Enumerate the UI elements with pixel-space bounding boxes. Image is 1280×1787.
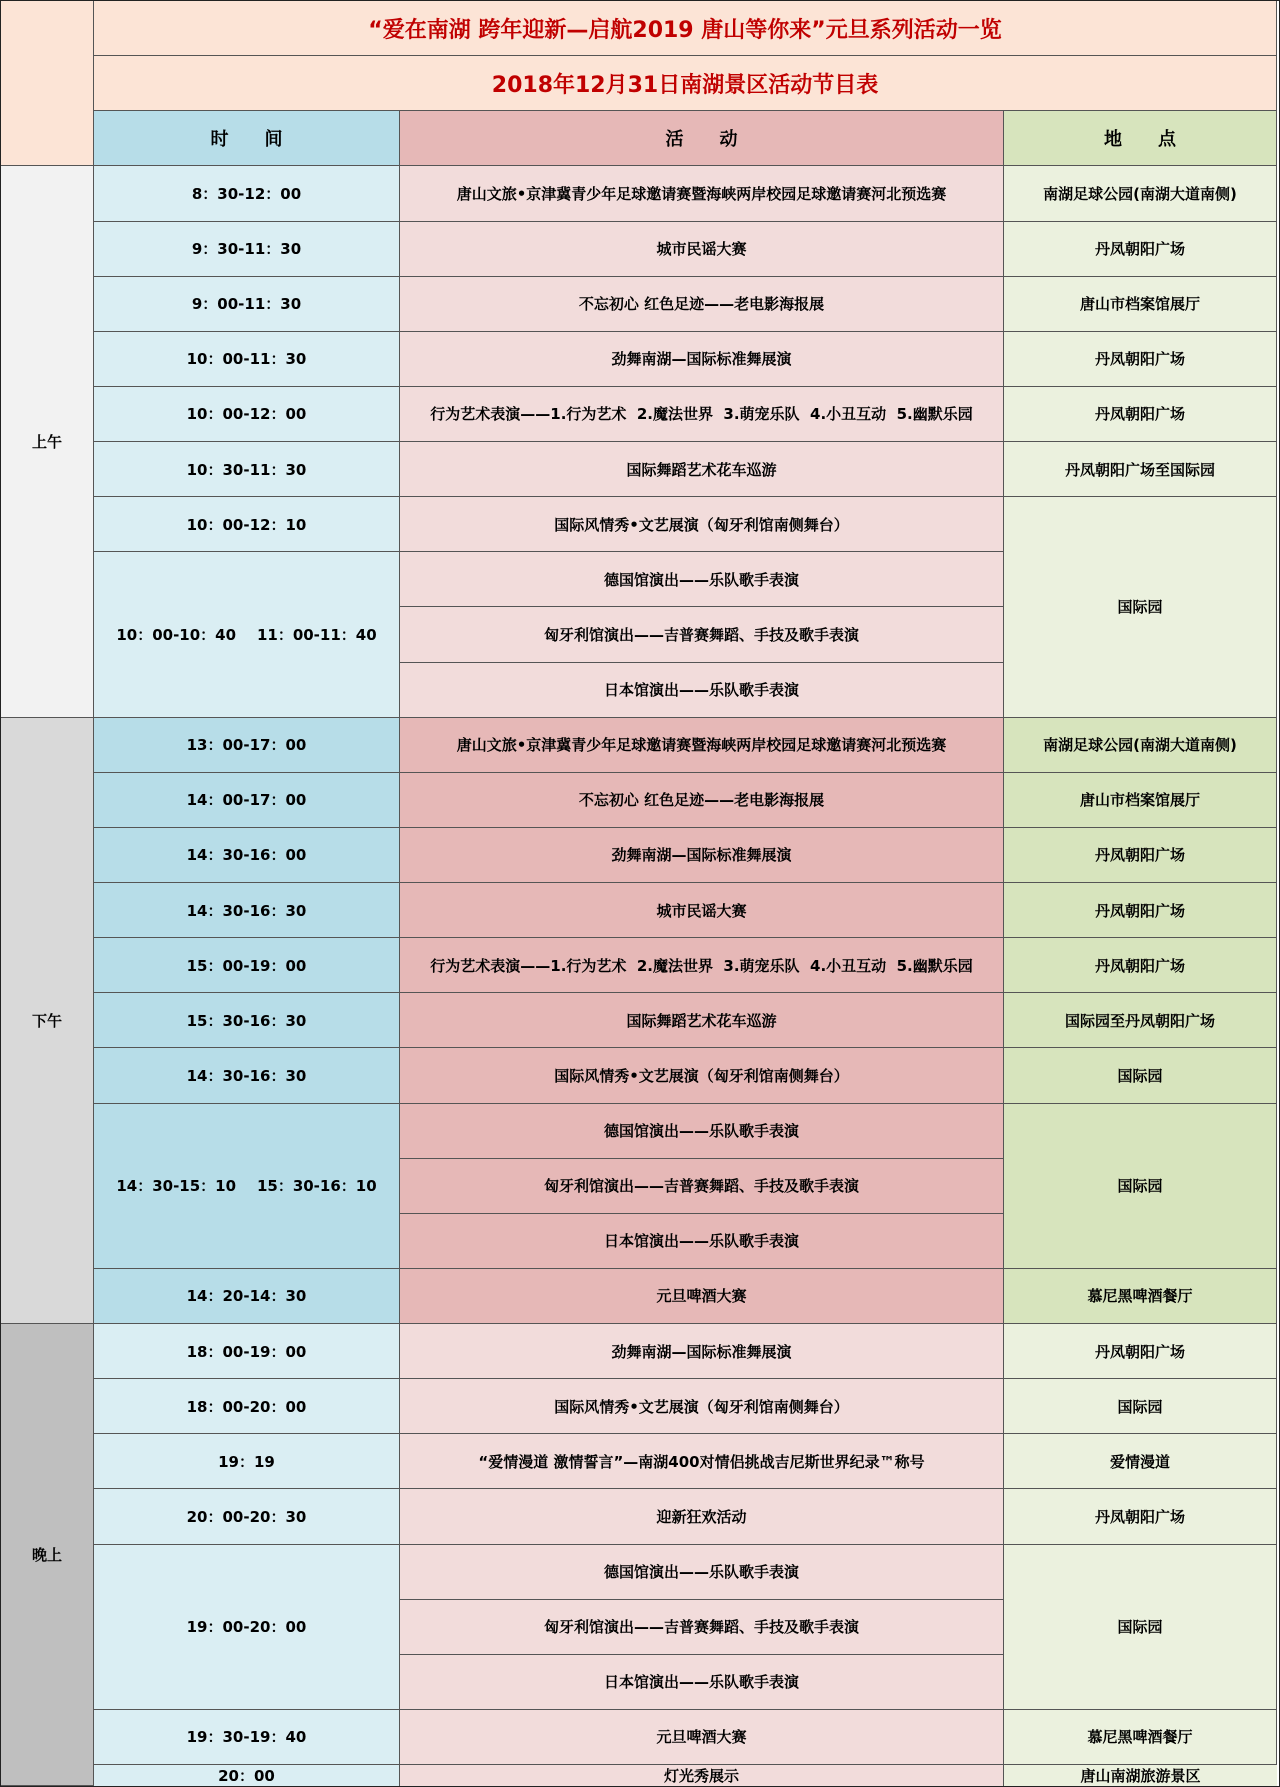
header-time: 时 间 — [94, 111, 400, 166]
activity-cell: “爱情漫道 激情誓言”—南湖400对情侣挑战吉尼斯世界纪录™称号 — [400, 1434, 1004, 1489]
time-cell: 14：30-16：30 — [94, 1048, 400, 1103]
activity-cell: 日本馆演出——乐队歌手表演 — [400, 1214, 1004, 1269]
activity-cell: 城市民谣大赛 — [400, 222, 1004, 277]
time-cell: 19：00-20：00 — [94, 1545, 400, 1710]
time-cell: 10：00-12：10 — [94, 497, 400, 552]
location-cell: 丹凤朝阳广场 — [1004, 883, 1277, 938]
location-cell: 唐山市档案馆展厅 — [1004, 277, 1277, 332]
location-cell: 南湖足球公园(南湖大道南侧) — [1004, 718, 1277, 773]
activity-cell: 不忘初心 红色足迹——老电影海报展 — [400, 773, 1004, 828]
page-subtitle: 2018年12月31日南湖景区活动节目表 — [94, 56, 1277, 111]
activity-cell: 匈牙利馆演出——吉普赛舞蹈、手技及歌手表演 — [400, 1600, 1004, 1655]
time-cell: 10：00-12：00 — [94, 387, 400, 442]
location-cell: 丹凤朝阳广场 — [1004, 1324, 1277, 1379]
activity-cell: 国际风情秀•文艺展演（匈牙利馆南侧舞台） — [400, 1048, 1004, 1103]
location-cell: 丹凤朝阳广场 — [1004, 222, 1277, 277]
activity-cell: 城市民谣大赛 — [400, 883, 1004, 938]
activity-cell: 国际风情秀•文艺展演（匈牙利馆南侧舞台） — [400, 497, 1004, 552]
time-cell: 18：00-20：00 — [94, 1379, 400, 1434]
location-cell: 南湖足球公园(南湖大道南侧) — [1004, 166, 1277, 221]
time-cell: 8：30-12：00 — [94, 166, 400, 221]
period-morning: 上午 — [1, 166, 94, 717]
location-cell: 唐山南湖旅游景区 — [1004, 1765, 1277, 1786]
time-cell: 14：00-17：00 — [94, 773, 400, 828]
time-cell: 10：30-11：30 — [94, 442, 400, 497]
activity-cell: 元旦啤酒大赛 — [400, 1710, 1004, 1765]
activity-cell: 匈牙利馆演出——吉普赛舞蹈、手技及歌手表演 — [400, 1159, 1004, 1214]
location-cell: 丹凤朝阳广场 — [1004, 828, 1277, 883]
location-cell: 国际园 — [1004, 497, 1277, 718]
time-cell: 9：00-11：30 — [94, 277, 400, 332]
time-cell: 20：00-20：30 — [94, 1489, 400, 1544]
location-cell: 国际园 — [1004, 1545, 1277, 1710]
location-cell: 国际园 — [1004, 1379, 1277, 1434]
time-cell: 14：30-16：30 — [94, 883, 400, 938]
activity-cell: 劲舞南湖—国际标准舞展演 — [400, 828, 1004, 883]
time-cell: 15：00-19：00 — [94, 938, 400, 993]
time-cell: 18：00-19：00 — [94, 1324, 400, 1379]
page-title: “爱在南湖 跨年迎新—启航2019 唐山等你来”元旦系列活动一览 — [94, 1, 1277, 56]
activity-cell: 元旦啤酒大赛 — [400, 1269, 1004, 1324]
location-cell: 丹凤朝阳广场 — [1004, 332, 1277, 387]
location-cell: 国际园至丹凤朝阳广场 — [1004, 993, 1277, 1048]
activity-cell: 德国馆演出——乐队歌手表演 — [400, 552, 1004, 607]
activity-cell: 行为艺术表演——1.行为艺术 2.魔法世界 3.萌宠乐队 4.小丑互动 5.幽默乐园 — [400, 938, 1004, 993]
activity-cell: 匈牙利馆演出——吉普赛舞蹈、手技及歌手表演 — [400, 607, 1004, 662]
location-cell: 唐山市档案馆展厅 — [1004, 773, 1277, 828]
corner-cell — [1, 1, 94, 166]
period-afternoon: 下午 — [1, 718, 94, 1324]
activity-cell: 不忘初心 红色足迹——老电影海报展 — [400, 277, 1004, 332]
activity-cell: 劲舞南湖—国际标准舞展演 — [400, 1324, 1004, 1379]
activity-cell: 德国馆演出——乐队歌手表演 — [400, 1104, 1004, 1159]
activity-cell: 日本馆演出——乐队歌手表演 — [400, 1655, 1004, 1710]
header-activity: 活 动 — [400, 111, 1004, 166]
header-location: 地 点 — [1004, 111, 1277, 166]
activity-cell: 行为艺术表演——1.行为艺术 2.魔法世界 3.萌宠乐队 4.小丑互动 5.幽默乐园 — [400, 387, 1004, 442]
time-cell: 9：30-11：30 — [94, 222, 400, 277]
time-cell: 14：30-16：00 — [94, 828, 400, 883]
location-cell: 慕尼黑啤酒餐厅 — [1004, 1269, 1277, 1324]
activity-cell: 唐山文旅•京津冀青少年足球邀请赛暨海峡两岸校园足球邀请赛河北预选赛 — [400, 718, 1004, 773]
period-evening: 晚上 — [1, 1324, 94, 1786]
activity-cell: 国际舞蹈艺术花车巡游 — [400, 442, 1004, 497]
location-cell: 慕尼黑啤酒餐厅 — [1004, 1710, 1277, 1765]
activity-cell: 国际舞蹈艺术花车巡游 — [400, 993, 1004, 1048]
activity-cell: 唐山文旅•京津冀青少年足球邀请赛暨海峡两岸校园足球邀请赛河北预选赛 — [400, 166, 1004, 221]
time-cell: 10：00-10：40 11：00-11：40 — [94, 552, 400, 717]
time-cell: 13：00-17：00 — [94, 718, 400, 773]
activity-cell: 劲舞南湖—国际标准舞展演 — [400, 332, 1004, 387]
location-cell: 丹凤朝阳广场 — [1004, 1489, 1277, 1544]
location-cell: 丹凤朝阳广场 — [1004, 938, 1277, 993]
location-cell: 丹凤朝阳广场 — [1004, 387, 1277, 442]
activity-cell: 国际风情秀•文艺展演（匈牙利馆南侧舞台） — [400, 1379, 1004, 1434]
time-cell: 20：00 — [94, 1765, 400, 1786]
time-cell: 19：19 — [94, 1434, 400, 1489]
time-cell: 10：00-11：30 — [94, 332, 400, 387]
activity-cell: 灯光秀展示 — [400, 1765, 1004, 1786]
activity-cell: 日本馆演出——乐队歌手表演 — [400, 663, 1004, 718]
location-cell: 国际园 — [1004, 1048, 1277, 1103]
activity-cell: 德国馆演出——乐队歌手表演 — [400, 1545, 1004, 1600]
location-cell: 爱情漫道 — [1004, 1434, 1277, 1489]
time-cell: 14：20-14：30 — [94, 1269, 400, 1324]
location-cell: 国际园 — [1004, 1104, 1277, 1269]
time-cell: 19：30-19：40 — [94, 1710, 400, 1765]
time-cell: 15：30-16：30 — [94, 993, 400, 1048]
time-cell: 14：30-15：10 15：30-16：10 — [94, 1104, 400, 1269]
activity-cell: 迎新狂欢活动 — [400, 1489, 1004, 1544]
location-cell: 丹凤朝阳广场至国际园 — [1004, 442, 1277, 497]
